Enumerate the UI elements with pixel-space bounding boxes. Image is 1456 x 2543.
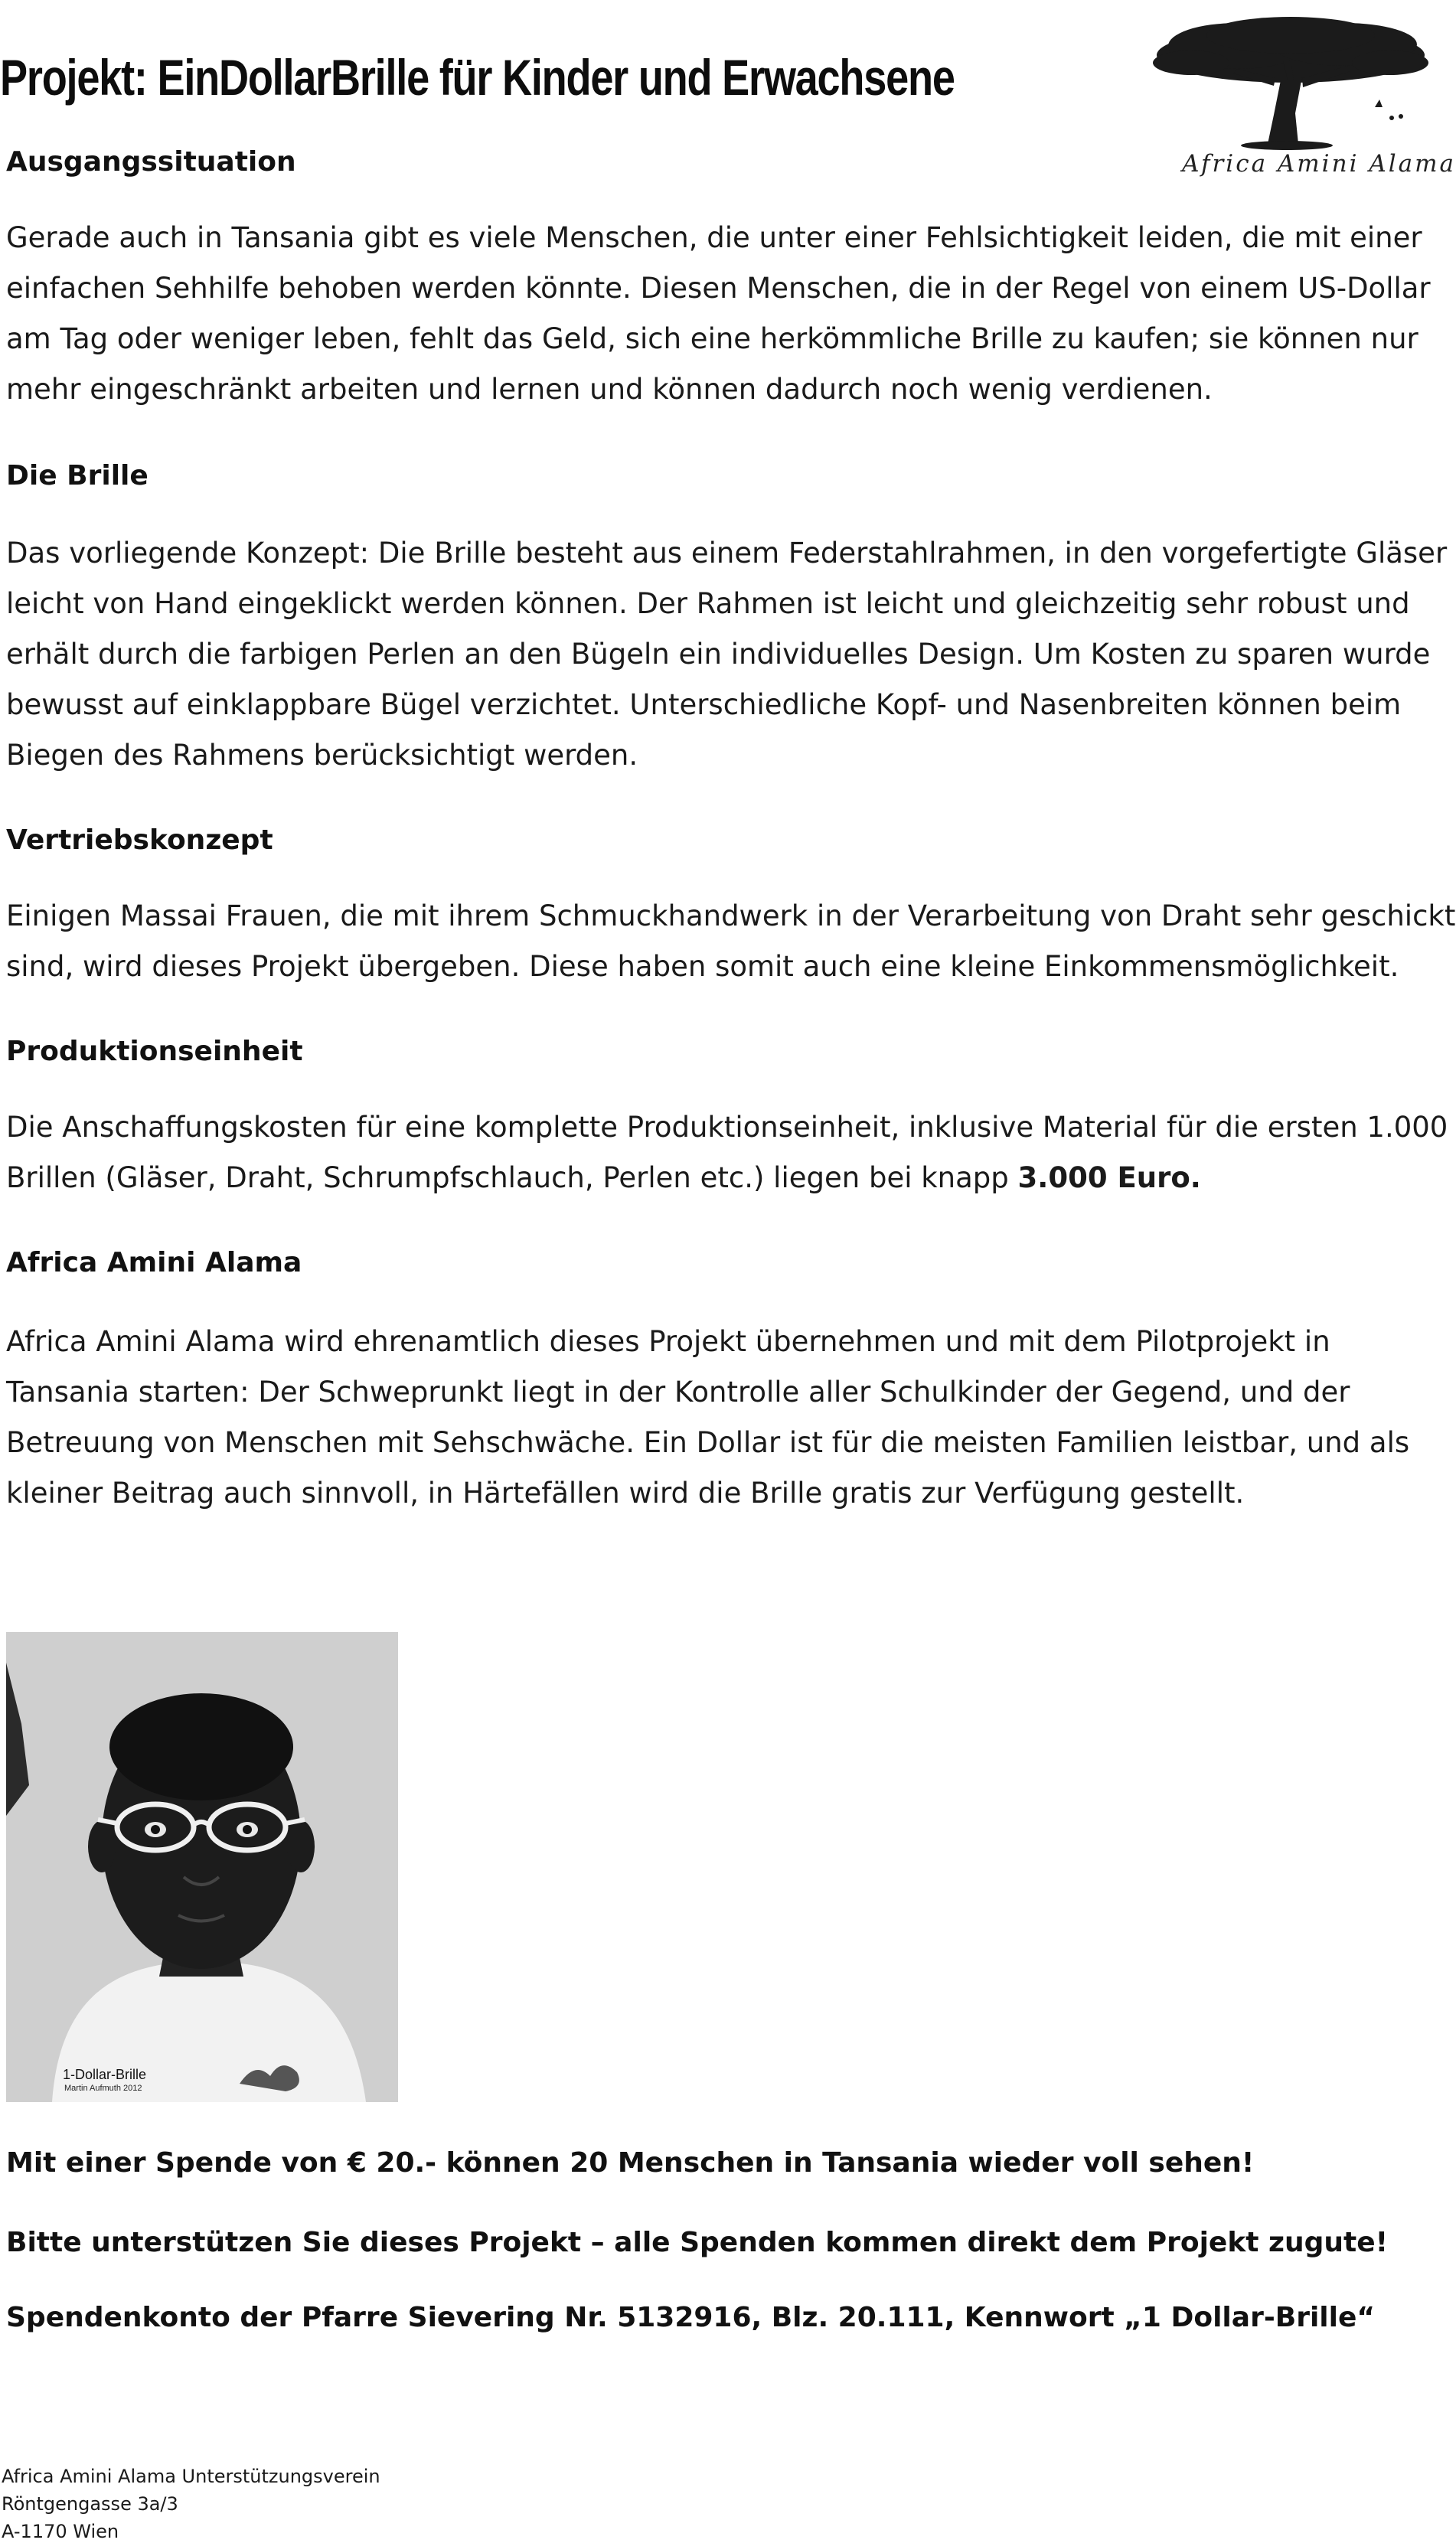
photo-credit: Martin Aufmuth 2012: [64, 2084, 142, 2093]
footer-street: Röntgengasse 3a/3: [2, 2493, 178, 2515]
section-heading-ausgangssituation: Ausgangssituation: [6, 146, 296, 178]
paragraph-line: am Tag oder weniger leben, fehlt das Geld, sich eine herkömmliche Brille zu kaufen; sie können nur: [6, 322, 1418, 355]
section-paragraph-africa-amini-alama: [6, 1317, 1456, 1519]
paragraph-line: einfachen Sehhilfe behoben werden könnte. Diesen Menschen, die in der Regel von einem US-Dollar: [6, 272, 1431, 305]
paragraph-line: kleiner Beitrag auch sinnvoll, in Härtefällen wird die Brille gratis zur Verfügung gestellt.: [6, 1477, 1245, 1510]
logo: [1122, 0, 1456, 184]
paragraph-line: Biegen des Rahmens berücksichtigt werden.: [6, 739, 638, 772]
paragraph-line: sind, wird dieses Projekt übergeben. Diese haben somit auch eine kleine Einkommensmöglichkeit.: [6, 950, 1399, 983]
bank-account-info: Spendenkonto der Pfarre Sievering Nr. 5132916, Blz. 20.111, Kennwort „1 Dollar-Brille“: [6, 2302, 1376, 2333]
logo-text: Africa Amini Alama: [1182, 150, 1456, 178]
paragraph-line: bewusst auf einklappbare Bügel verzichtet. Unterschiedliche Kopf- und Nasenbreiten können beim: [6, 688, 1402, 721]
section-heading-africa-amini-alama: Africa Amini Alama: [6, 1247, 302, 1278]
donation-appeal: Mit einer Spende von € 20.- können 20 Menschen in Tansania wieder voll sehen!: [6, 2147, 1255, 2179]
paragraph-line: leicht von Hand eingeklickt werden können. Der Rahmen ist leicht und gleichzeitig sehr robust und: [6, 587, 1410, 620]
section-paragraph-produktionseinheit: [6, 1102, 1456, 1203]
paragraph-line: Tansania starten: Der Schweprunkt liegt in der Kontrolle aller Schulkinder der Gegend, und der: [6, 1376, 1350, 1409]
acacia-tree-icon: [1145, 15, 1436, 153]
photo-caption: 1-Dollar-Brille: [63, 2067, 147, 2082]
child-portrait-icon: [6, 1632, 398, 2102]
section-paragraph-ausgangssituation: [6, 213, 1456, 415]
footer-organization: Africa Amini Alama Unterstützungsverein: [2, 2466, 380, 2487]
section-heading-produktionseinheit: Produktionseinheit: [6, 1036, 303, 1067]
support-appeal: Bitte unterstützen Sie dieses Projekt – alle Spenden kommen direkt dem Projekt zugute!: [6, 2227, 1389, 2258]
paragraph-line: erhält durch die farbigen Perlen an den Bügeln ein individuelles Design. Um Kosten zu sparen wurde: [6, 638, 1431, 671]
child-with-glasses-photo: [6, 1632, 398, 2102]
page-title: Projekt: EinDollarBrille für Kinder und Erwachsene: [0, 49, 955, 106]
paragraph-line: Brillen (Gläser, Draht, Schrumpfschlauch, Perlen etc.) liegen bei knapp: [6, 1161, 1009, 1194]
paragraph-line: Einigen Massai Frauen, die mit ihrem Schmuckhandwerk in der Verarbeitung von Draht sehr geschickt: [6, 899, 1456, 932]
paragraph-line: Die Anschaffungskosten für eine komplette Produktionseinheit, inklusive Material für die ersten 1.000: [6, 1111, 1448, 1144]
paragraph-line: Gerade auch in Tansania gibt es viele Menschen, die unter einer Fehlsichtigkeit leiden, die mit einer: [6, 221, 1422, 254]
paragraph-line: mehr eingeschränkt arbeiten und lernen und können dadurch noch wenig verdienen.: [6, 373, 1213, 406]
section-paragraph-vertriebskonzept: [6, 891, 1456, 992]
paragraph-line: Africa Amini Alama wird ehrenamtlich dieses Projekt übernehmen und mit dem Pilotprojekt in: [6, 1325, 1330, 1358]
paragraph-line: Betreuung von Menschen mit Sehschwäche. Ein Dollar ist für die meisten Familien leistbar, und als: [6, 1426, 1410, 1459]
cost-emphasis: 3.000 Euro.: [1017, 1161, 1201, 1194]
section-paragraph-die-brille: [6, 528, 1456, 781]
paragraph-line: Das vorliegende Konzept: Die Brille besteht aus einem Federstahlrahmen, in den vorgefertigte Gläser: [6, 537, 1448, 570]
footer-city: A-1170 Wien: [2, 2521, 119, 2542]
section-heading-die-brille: Die Brille: [6, 460, 149, 491]
section-heading-vertriebskonzept: Vertriebskonzept: [6, 824, 273, 856]
